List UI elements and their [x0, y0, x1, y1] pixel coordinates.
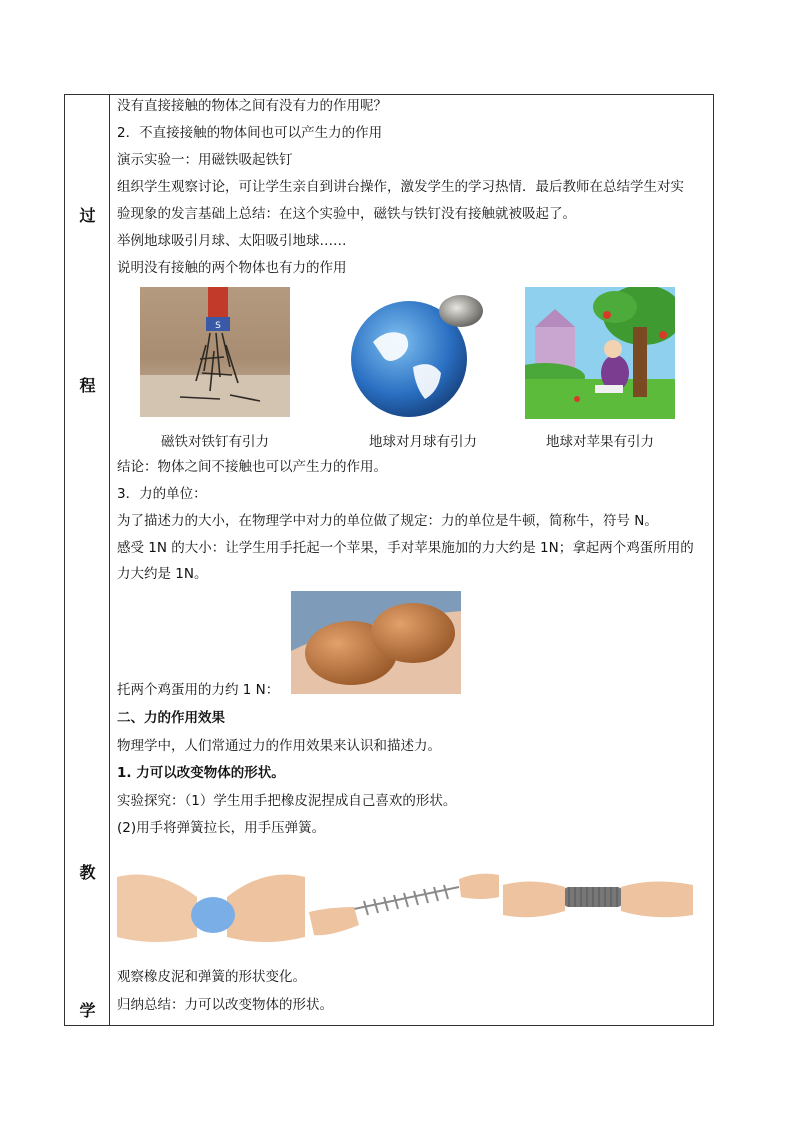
text-line: 演示实验一：用磁铁吸起铁钉 [117, 152, 293, 168]
text-line: 验现象的发言基础上总结：在这个实验中，磁铁与铁钉没有接触就被吸起了。 [117, 206, 576, 222]
lesson-content [111, 95, 713, 1025]
text-line: 感受 1N 的大小：让学生用手托起一个苹果，手对苹果施加的力大约是 1N；拿起两个鸡蛋所用的 [117, 540, 694, 556]
text-line: 归纳总结：力可以改变物体的形状。 [117, 997, 333, 1013]
text-line: 观察橡皮泥和弹簧的形状变化。 [117, 969, 306, 985]
text-line: 没有直接接触的物体之间有没有力的作用呢？ [117, 98, 387, 114]
text-line: 实验探究：（1）学生用手把橡皮泥捏成自己喜欢的形状。 [117, 793, 457, 809]
text-line: (2)用手将弹簧拉长，用手压弹簧。 [117, 820, 326, 836]
section-label-column [65, 95, 110, 1025]
newton-apple-image [525, 287, 675, 419]
text-line: 托两个鸡蛋用的力约 1 N： [117, 682, 280, 698]
section-label-char: 学 [79, 1001, 96, 1020]
section-heading: 二、力的作用效果 [117, 710, 225, 726]
text-line: 力大约是 1N。 [117, 566, 208, 582]
earth-moon-illustration [343, 287, 503, 417]
section-label-char: 教 [79, 863, 96, 882]
spring-stretch-illustration [309, 857, 499, 949]
text-line: 2．不直接接触的物体间也可以产生力的作用 [117, 125, 383, 141]
newton-apple-illustration [525, 287, 675, 419]
text-line: 结论：物体之间不接触也可以产生力的作用。 [117, 459, 387, 475]
magnet-nails-image [140, 287, 290, 417]
text-line: 组织学生观察讨论，可让学生亲自到讲台操作，激发学生的学习热情．最后教师在总结学生对实 [117, 179, 684, 195]
caption-earth-moon: 地球对月球有引力 [369, 434, 477, 450]
eggs-in-hand-image [291, 591, 461, 694]
text-line: 3．力的单位： [117, 486, 207, 502]
text-line: 物理学中，人们常通过力的作用效果来认识和描述力。 [117, 738, 441, 754]
spring-stretch-image [309, 857, 499, 949]
caption-magnet: 磁铁对铁钉有引力 [161, 434, 269, 450]
lesson-table [64, 94, 714, 1026]
section-label-char: 程 [79, 376, 96, 395]
earth-moon-image [343, 287, 503, 417]
clay-illustration [117, 857, 305, 949]
text-line: 举例地球吸引月球、太阳吸引地球…… [117, 233, 347, 249]
text-line: 说明没有接触的两个物体也有力的作用 [117, 260, 347, 276]
subsection-heading: 1. 力可以改变物体的形状。 [117, 765, 285, 781]
spring-compress-image [503, 857, 693, 949]
section-label-char: 过 [79, 206, 96, 225]
text-line: 为了描述力的大小，在物理学中对力的单位做了规定：力的单位是牛顿，简称牛，符号 N。 [117, 513, 658, 529]
spring-compress-illustration [503, 857, 693, 949]
caption-earth-apple: 地球对苹果有引力 [546, 434, 654, 450]
clay-hands-image [117, 857, 305, 949]
svg-text:S: S [215, 321, 221, 331]
magnet-nails-illustration [140, 287, 290, 417]
eggs-illustration [291, 591, 461, 694]
